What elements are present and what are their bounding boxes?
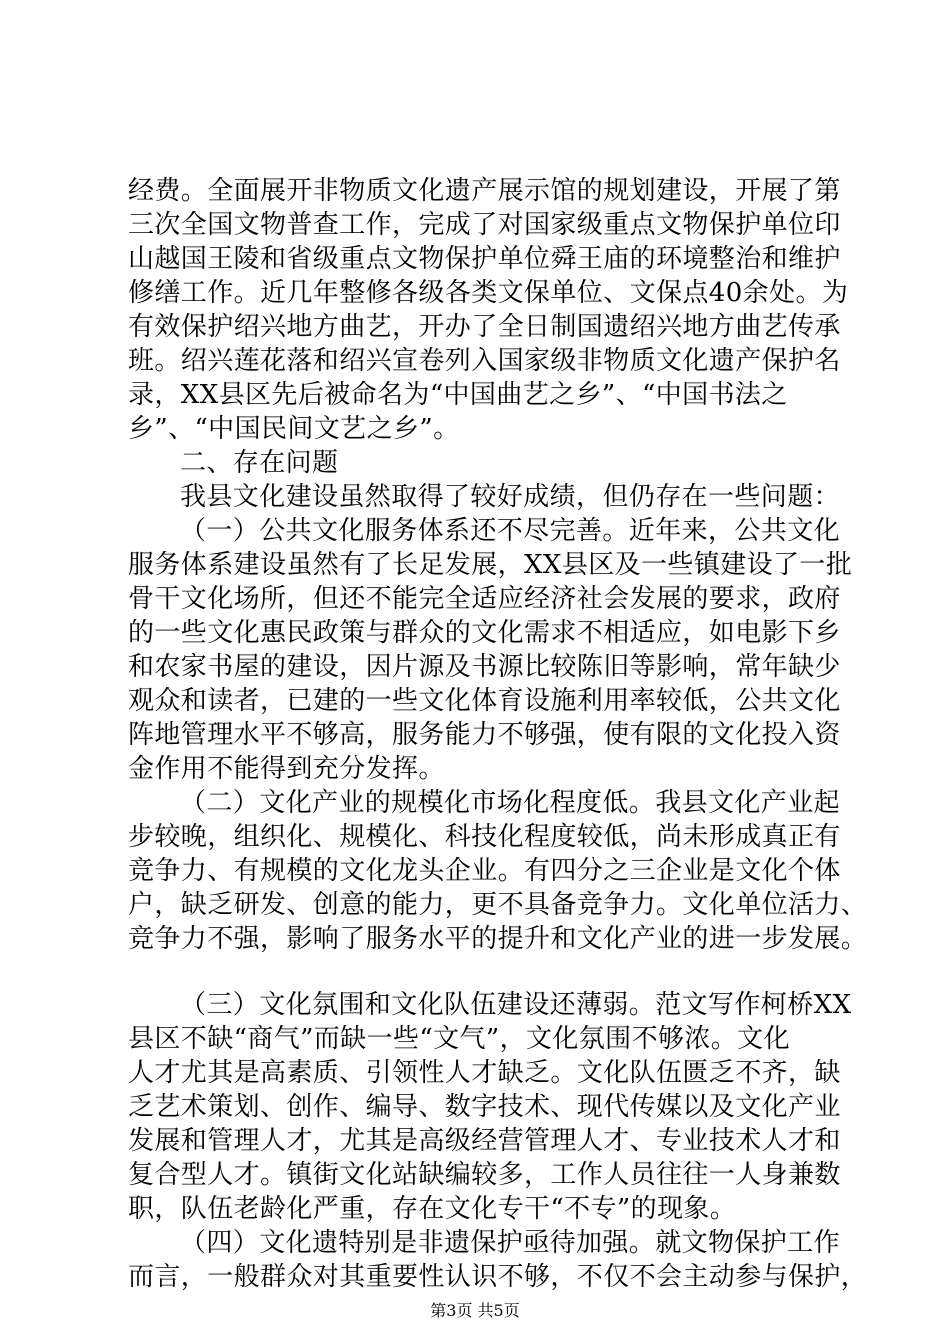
text-line: （四）文化遗特别是非遗保护亟待加强。就文物保护工作 [180, 1228, 841, 1258]
text-line: 步较晚，组织化、规模化、科技化程度较低，尚未形成真正有 [128, 822, 841, 852]
text-line: 复合型人才。镇街文化站缺编较多，工作人员往往一人身兼数 [128, 1160, 841, 1190]
text-line: 服务体系建设虽然有了长足发展，XX县区及一些镇建设了一批 [128, 550, 853, 580]
text-line: 阵地管理水平不够高，服务能力不够强，使有限的文化投入资 [128, 720, 841, 750]
text-line: 乏艺术策划、创作、编导、数字技术、现代传媒以及文化产业 [128, 1092, 841, 1122]
text-line: 户，缺乏研发、创意的能力，更不具备竞争力。文化单位活力、 [128, 890, 868, 920]
page-footer: 第3页 共5页 [430, 1301, 520, 1320]
text-line: （二）文化产业的规模化市场化程度低。我县文化产业起 [180, 788, 841, 818]
text-line: 有效保护绍兴地方曲艺，开办了全日制国遗绍兴地方曲艺传承 [128, 312, 841, 342]
text-line: （一）公共文化服务体系还不尽完善。近年来，公共文化 [180, 516, 841, 546]
text-line: 人才尤其是高素质、引领性人才缺乏。文化队伍匮乏不齐，缺 [128, 1058, 841, 1088]
text-line: 的一些文化惠民政策与群众的文化需求不相适应，如电影下乡 [128, 618, 841, 648]
text-line: 三次全国文物普查工作，完成了对国家级重点文物保护单位印 [128, 210, 841, 240]
text-line: 修缮工作。近几年整修各级各类文保单位、文保点40余处。为 [128, 278, 849, 308]
text-line: 经费。全面展开非物质文化遗产展示馆的规划建设，开展了第 [128, 176, 841, 206]
text-line: 观众和读者，已建的一些文化体育设施利用率较低，公共文化 [128, 686, 841, 716]
text-line: 发展和管理人才，尤其是高级经营管理人才、专业技术人才和 [128, 1126, 841, 1156]
text-line: 骨干文化场所，但还不能完全适应经济社会发展的要求，政府 [128, 584, 841, 614]
text-line: 职，队伍老龄化严重，存在文化专干“不专”的现象。 [128, 1194, 737, 1224]
text-line: 我县文化建设虽然取得了较好成绩，但仍存在一些问题： [180, 482, 841, 512]
text-line: 和农家书屋的建设，因片源及书源比较陈旧等影响，常年缺少 [128, 652, 841, 682]
text-line: 班。绍兴莲花落和绍兴宣卷列入国家级非物质文化遗产保护名 [128, 346, 841, 376]
text-line: （三）文化氛围和文化队伍建设还薄弱。范文写作柯桥XX [180, 990, 852, 1020]
section-heading: 二、存在问题 [180, 448, 339, 478]
text-line: 山越国王陵和省级重点文物保护单位舜王庙的环境整治和维护 [128, 244, 841, 274]
text-line: 竞争力不强，影响了服务水平的提升和文化产业的进一步发展。 [128, 924, 868, 954]
text-line: 县区不缺“商气”而缺一些“文气”，文化氛围不够浓。文化 [128, 1024, 790, 1054]
text-line: 而言，一般群众对其重要性认识不够，不仅不会主动参与保护， [128, 1262, 868, 1292]
text-line: 乡”、“中国民间文艺之乡”。 [128, 414, 460, 444]
text-line: 金作用不能得到充分发挥。 [128, 754, 445, 784]
text-line: 录，XX县区先后被命名为“中国曲艺之乡”、“中国书法之 [128, 380, 788, 410]
text-line: 竞争力、有规模的文化龙头企业。有四分之三企业是文化个体 [128, 856, 841, 886]
